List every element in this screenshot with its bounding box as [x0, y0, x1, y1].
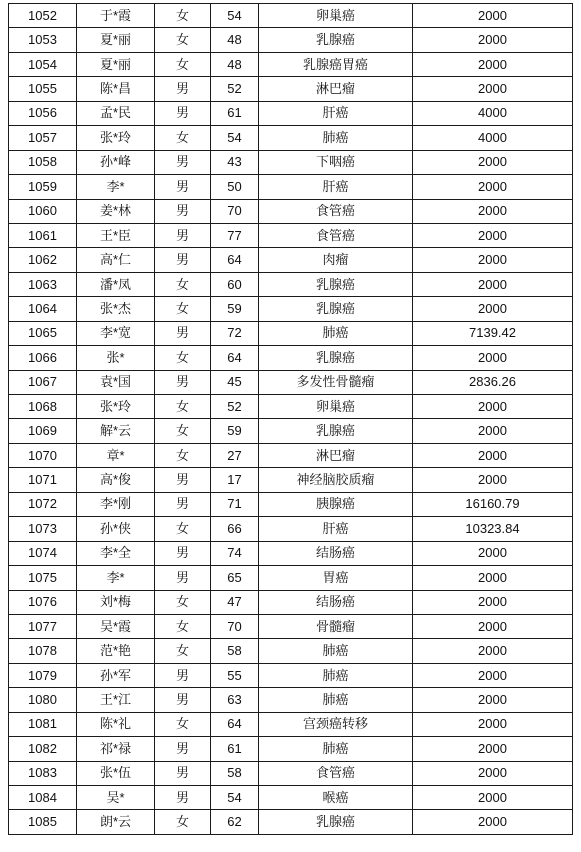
cell-name: 姜*林: [77, 199, 155, 223]
table-row: [9, 492, 573, 516]
cell-id: 1067: [9, 370, 77, 394]
table-row: [9, 4, 573, 28]
cell-name: 高*仁: [77, 248, 155, 272]
cell-id: 1071: [9, 468, 77, 492]
table-row: [9, 639, 573, 663]
cell-gender: 女: [155, 52, 211, 76]
cell-name: 朗*云: [77, 810, 155, 834]
table-row: [9, 761, 573, 785]
cell-id: 1055: [9, 77, 77, 101]
cell-diagnosis: 乳腺癌: [259, 346, 413, 370]
cell-diagnosis: 淋巴瘤: [259, 77, 413, 101]
cell-diagnosis: 食管癌: [259, 199, 413, 223]
cell-id: 1079: [9, 663, 77, 687]
cell-diagnosis: 乳腺癌: [259, 419, 413, 443]
cell-amount: 2000: [413, 4, 573, 28]
cell-id: 1059: [9, 175, 77, 199]
cell-age: 66: [211, 517, 259, 541]
cell-name: 李*全: [77, 541, 155, 565]
records-table: [8, 3, 573, 835]
table-row: [9, 346, 573, 370]
cell-amount: 2000: [413, 248, 573, 272]
cell-id: 1076: [9, 590, 77, 614]
cell-gender: 女: [155, 443, 211, 467]
cell-name: 祁*禄: [77, 737, 155, 761]
cell-name: 袁*国: [77, 370, 155, 394]
cell-gender: 男: [155, 248, 211, 272]
cell-amount: 2000: [413, 712, 573, 736]
cell-amount: 2000: [413, 28, 573, 52]
cell-amount: 2000: [413, 468, 573, 492]
cell-name: 王*江: [77, 688, 155, 712]
cell-diagnosis: 肺癌: [259, 126, 413, 150]
cell-gender: 男: [155, 199, 211, 223]
cell-gender: 男: [155, 492, 211, 516]
cell-gender: 女: [155, 810, 211, 834]
cell-diagnosis: 卵巢癌: [259, 395, 413, 419]
table-row: [9, 419, 573, 443]
table-row: [9, 77, 573, 101]
table-row: [9, 297, 573, 321]
cell-diagnosis: 乳腺癌: [259, 28, 413, 52]
cell-id: 1070: [9, 443, 77, 467]
cell-name: 张*玲: [77, 395, 155, 419]
cell-age: 43: [211, 150, 259, 174]
table-row: [9, 199, 573, 223]
cell-amount: 2000: [413, 77, 573, 101]
cell-diagnosis: 卵巢癌: [259, 4, 413, 28]
cell-id: 1066: [9, 346, 77, 370]
cell-diagnosis: 乳腺癌: [259, 297, 413, 321]
cell-name: 刘*梅: [77, 590, 155, 614]
cell-age: 59: [211, 419, 259, 443]
cell-age: 77: [211, 223, 259, 247]
cell-amount: 10323.84: [413, 517, 573, 541]
cell-amount: 2000: [413, 52, 573, 76]
cell-gender: 女: [155, 517, 211, 541]
cell-amount: 2000: [413, 223, 573, 247]
cell-name: 范*艳: [77, 639, 155, 663]
cell-name: 张*: [77, 346, 155, 370]
cell-amount: 2000: [413, 297, 573, 321]
table-row: [9, 614, 573, 638]
cell-id: 1085: [9, 810, 77, 834]
cell-gender: 女: [155, 28, 211, 52]
cell-gender: 男: [155, 150, 211, 174]
cell-amount: 4000: [413, 101, 573, 125]
cell-id: 1074: [9, 541, 77, 565]
cell-gender: 男: [155, 786, 211, 810]
cell-id: 1060: [9, 199, 77, 223]
cell-amount: 2000: [413, 786, 573, 810]
cell-amount: 2000: [413, 175, 573, 199]
cell-age: 52: [211, 395, 259, 419]
cell-name: 夏*丽: [77, 28, 155, 52]
cell-amount: 2000: [413, 150, 573, 174]
cell-amount: 2000: [413, 590, 573, 614]
cell-age: 64: [211, 712, 259, 736]
table-row: [9, 126, 573, 150]
cell-id: 1082: [9, 737, 77, 761]
cell-diagnosis: 肝癌: [259, 517, 413, 541]
cell-gender: 女: [155, 4, 211, 28]
cell-age: 61: [211, 101, 259, 125]
cell-age: 54: [211, 786, 259, 810]
table-row: [9, 370, 573, 394]
cell-age: 65: [211, 566, 259, 590]
cell-id: 1054: [9, 52, 77, 76]
table-row: [9, 52, 573, 76]
cell-gender: 女: [155, 346, 211, 370]
table-row: [9, 443, 573, 467]
cell-amount: 2000: [413, 761, 573, 785]
cell-id: 1077: [9, 614, 77, 638]
cell-diagnosis: 宫颈癌转移: [259, 712, 413, 736]
cell-name: 孙*峰: [77, 150, 155, 174]
cell-gender: 男: [155, 541, 211, 565]
cell-amount: 2000: [413, 639, 573, 663]
cell-gender: 女: [155, 297, 211, 321]
cell-diagnosis: 结肠癌: [259, 590, 413, 614]
cell-diagnosis: 肺癌: [259, 663, 413, 687]
cell-id: 1065: [9, 321, 77, 345]
table-row: [9, 541, 573, 565]
cell-diagnosis: 肺癌: [259, 737, 413, 761]
cell-gender: 男: [155, 101, 211, 125]
table-row: [9, 272, 573, 296]
cell-age: 64: [211, 248, 259, 272]
cell-gender: 女: [155, 712, 211, 736]
cell-amount: 2000: [413, 346, 573, 370]
cell-diagnosis: 肝癌: [259, 101, 413, 125]
cell-gender: 男: [155, 566, 211, 590]
table-row: [9, 712, 573, 736]
cell-age: 62: [211, 810, 259, 834]
cell-age: 47: [211, 590, 259, 614]
cell-age: 59: [211, 297, 259, 321]
cell-diagnosis: 神经脑胶质瘤: [259, 468, 413, 492]
cell-amount: 2000: [413, 272, 573, 296]
cell-name: 吴*: [77, 786, 155, 810]
cell-name: 张*玲: [77, 126, 155, 150]
cell-age: 27: [211, 443, 259, 467]
cell-diagnosis: 下咽癌: [259, 150, 413, 174]
cell-amount: 2836.26: [413, 370, 573, 394]
cell-name: 陈*昌: [77, 77, 155, 101]
cell-id: 1058: [9, 150, 77, 174]
cell-age: 54: [211, 126, 259, 150]
cell-age: 48: [211, 52, 259, 76]
table-row: [9, 590, 573, 614]
cell-name: 王*臣: [77, 223, 155, 247]
table-row: [9, 223, 573, 247]
cell-age: 58: [211, 761, 259, 785]
cell-name: 李*宽: [77, 321, 155, 345]
cell-name: 孙*侠: [77, 517, 155, 541]
cell-id: 1061: [9, 223, 77, 247]
cell-name: 夏*丽: [77, 52, 155, 76]
cell-diagnosis: 结肠癌: [259, 541, 413, 565]
cell-age: 55: [211, 663, 259, 687]
table-row: [9, 737, 573, 761]
cell-age: 17: [211, 468, 259, 492]
table-row: [9, 786, 573, 810]
cell-amount: 2000: [413, 419, 573, 443]
cell-amount: 2000: [413, 663, 573, 687]
table-row: [9, 688, 573, 712]
cell-gender: 女: [155, 126, 211, 150]
cell-name: 解*云: [77, 419, 155, 443]
cell-name: 孙*军: [77, 663, 155, 687]
cell-id: 1068: [9, 395, 77, 419]
cell-diagnosis: 乳腺癌: [259, 810, 413, 834]
cell-name: 李*: [77, 566, 155, 590]
table-row: [9, 810, 573, 834]
cell-age: 45: [211, 370, 259, 394]
cell-age: 61: [211, 737, 259, 761]
cell-gender: 男: [155, 688, 211, 712]
cell-amount: 2000: [413, 737, 573, 761]
table-row: [9, 175, 573, 199]
cell-id: 1053: [9, 28, 77, 52]
cell-amount: 2000: [413, 566, 573, 590]
cell-diagnosis: 淋巴瘤: [259, 443, 413, 467]
cell-gender: 男: [155, 321, 211, 345]
table-row: [9, 101, 573, 125]
cell-gender: 女: [155, 590, 211, 614]
cell-age: 64: [211, 346, 259, 370]
cell-age: 54: [211, 4, 259, 28]
cell-gender: 男: [155, 370, 211, 394]
records-table-container: [8, 3, 572, 835]
cell-diagnosis: 胃癌: [259, 566, 413, 590]
cell-id: 1069: [9, 419, 77, 443]
cell-diagnosis: 肺癌: [259, 688, 413, 712]
cell-id: 1063: [9, 272, 77, 296]
cell-diagnosis: 肺癌: [259, 321, 413, 345]
cell-age: 74: [211, 541, 259, 565]
cell-id: 1078: [9, 639, 77, 663]
cell-age: 50: [211, 175, 259, 199]
cell-gender: 男: [155, 737, 211, 761]
cell-gender: 男: [155, 468, 211, 492]
table-row: [9, 395, 573, 419]
cell-age: 58: [211, 639, 259, 663]
cell-age: 52: [211, 77, 259, 101]
table-row: [9, 517, 573, 541]
cell-name: 张*杰: [77, 297, 155, 321]
table-row: [9, 663, 573, 687]
cell-amount: 2000: [413, 688, 573, 712]
cell-diagnosis: 食管癌: [259, 223, 413, 247]
cell-diagnosis: 骨髓瘤: [259, 614, 413, 638]
cell-age: 71: [211, 492, 259, 516]
cell-id: 1083: [9, 761, 77, 785]
cell-id: 1052: [9, 4, 77, 28]
cell-amount: 16160.79: [413, 492, 573, 516]
table-row: [9, 566, 573, 590]
cell-id: 1084: [9, 786, 77, 810]
cell-amount: 2000: [413, 443, 573, 467]
cell-amount: 2000: [413, 541, 573, 565]
cell-gender: 女: [155, 395, 211, 419]
cell-name: 高*俊: [77, 468, 155, 492]
cell-gender: 男: [155, 663, 211, 687]
cell-age: 60: [211, 272, 259, 296]
cell-id: 1081: [9, 712, 77, 736]
cell-amount: 2000: [413, 614, 573, 638]
cell-gender: 女: [155, 272, 211, 296]
table-body: [9, 4, 573, 835]
table-row: [9, 468, 573, 492]
cell-amount: 2000: [413, 810, 573, 834]
cell-diagnosis: 喉癌: [259, 786, 413, 810]
cell-name: 章*: [77, 443, 155, 467]
cell-age: 72: [211, 321, 259, 345]
cell-diagnosis: 乳腺癌: [259, 272, 413, 296]
cell-amount: 2000: [413, 199, 573, 223]
cell-gender: 男: [155, 223, 211, 247]
cell-name: 陈*礼: [77, 712, 155, 736]
cell-id: 1056: [9, 101, 77, 125]
cell-name: 张*伍: [77, 761, 155, 785]
cell-age: 63: [211, 688, 259, 712]
cell-diagnosis: 乳腺癌胃癌: [259, 52, 413, 76]
cell-amount: 7139.42: [413, 321, 573, 345]
cell-age: 70: [211, 614, 259, 638]
cell-diagnosis: 食管癌: [259, 761, 413, 785]
cell-name: 吴*霞: [77, 614, 155, 638]
cell-id: 1073: [9, 517, 77, 541]
cell-diagnosis: 肺癌: [259, 639, 413, 663]
cell-id: 1072: [9, 492, 77, 516]
cell-name: 孟*民: [77, 101, 155, 125]
cell-name: 于*霞: [77, 4, 155, 28]
cell-id: 1075: [9, 566, 77, 590]
table-row: [9, 150, 573, 174]
cell-gender: 女: [155, 614, 211, 638]
cell-gender: 男: [155, 175, 211, 199]
cell-diagnosis: 肉瘤: [259, 248, 413, 272]
cell-gender: 女: [155, 419, 211, 443]
cell-gender: 女: [155, 639, 211, 663]
cell-name: 潘*凤: [77, 272, 155, 296]
cell-name: 李*刚: [77, 492, 155, 516]
cell-diagnosis: 肝癌: [259, 175, 413, 199]
cell-id: 1064: [9, 297, 77, 321]
cell-id: 1062: [9, 248, 77, 272]
cell-age: 70: [211, 199, 259, 223]
table-row: [9, 321, 573, 345]
cell-diagnosis: 胰腺癌: [259, 492, 413, 516]
table-row: [9, 28, 573, 52]
table-row: [9, 248, 573, 272]
cell-age: 48: [211, 28, 259, 52]
cell-diagnosis: 多发性骨髓瘤: [259, 370, 413, 394]
cell-gender: 男: [155, 761, 211, 785]
cell-name: 李*: [77, 175, 155, 199]
cell-id: 1057: [9, 126, 77, 150]
cell-id: 1080: [9, 688, 77, 712]
cell-gender: 男: [155, 77, 211, 101]
cell-amount: 4000: [413, 126, 573, 150]
cell-amount: 2000: [413, 395, 573, 419]
